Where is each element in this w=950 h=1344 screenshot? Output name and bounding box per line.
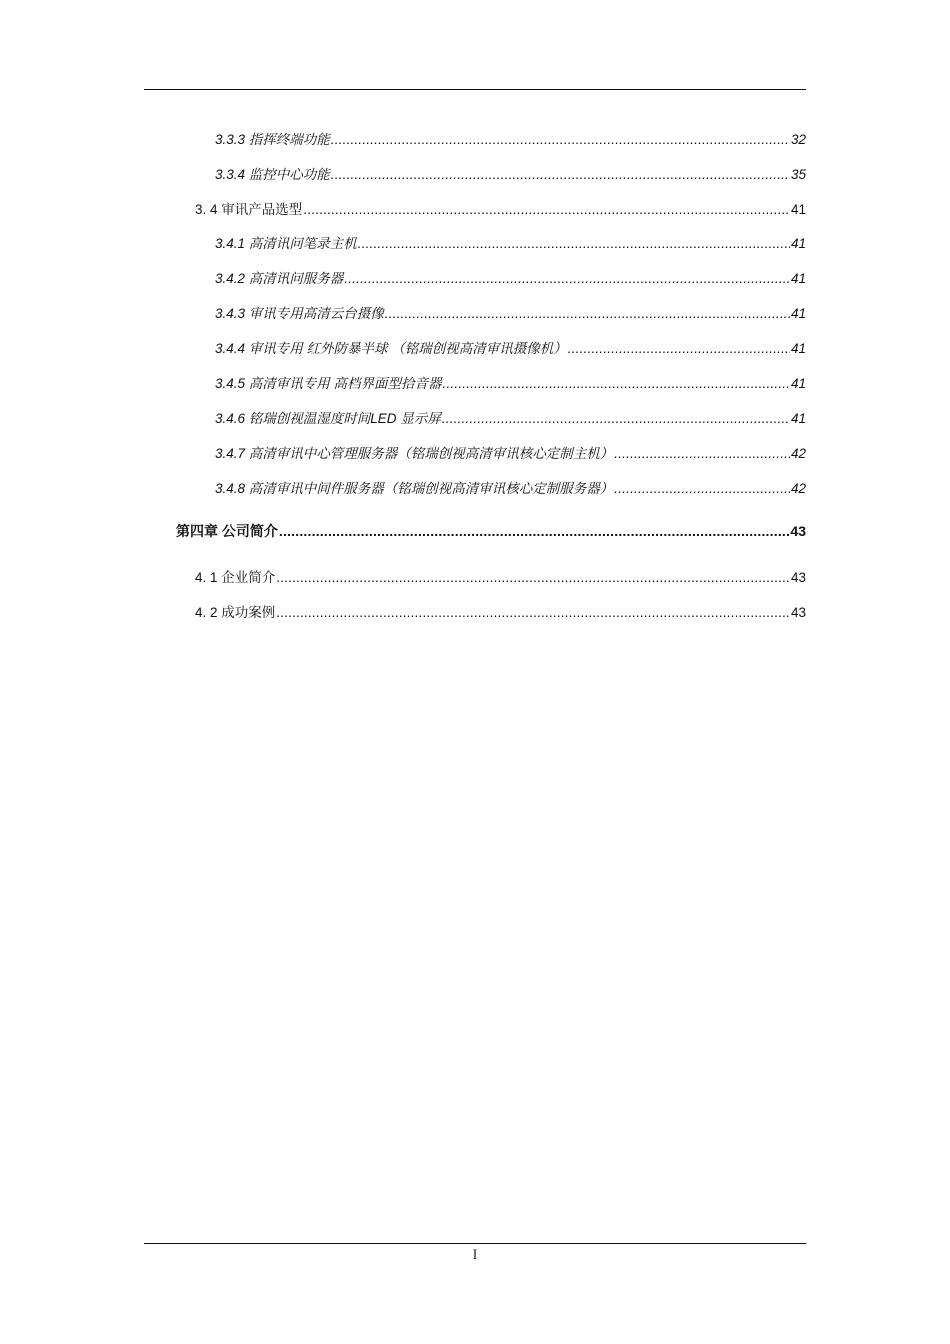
toc-entry-4-2[interactable]: [195, 601, 806, 621]
footer-rule: [144, 1243, 806, 1244]
toc-entry-3-4[interactable]: [195, 198, 806, 218]
toc-entry-title: 3.4.8 高清审讯中间件服务器（铭瑞创视高清审讯核心定制服务器）: [215, 481, 614, 496]
toc-leader-dots: [344, 271, 790, 286]
toc-entry-3-4-2[interactable]: [215, 267, 806, 287]
toc-entry-page: 41: [790, 411, 806, 426]
toc-entry-title: 3.4.7 高清审讯中心管理服务器（铭瑞创视高清审讯核心定制主机）: [215, 446, 614, 461]
toc-entry-page: 42: [790, 446, 806, 461]
toc-entry-title: 3. 4 审讯产品选型: [195, 202, 303, 217]
toc-leader-dots: [331, 167, 790, 182]
toc-entry-3-3-3[interactable]: [215, 128, 806, 148]
toc-entry-title: 4. 1 企业简介: [195, 570, 276, 585]
toc-entry-title: 3.3.4 监控中心功能: [215, 167, 330, 182]
toc-leader-dots: [568, 341, 790, 356]
toc-entry-page: 32: [790, 132, 806, 147]
toc-entry-chapter-4[interactable]: [176, 521, 806, 541]
toc-entry-page: 41: [790, 202, 806, 217]
toc-entry-3-4-6[interactable]: [215, 407, 806, 427]
toc-entry-page: 41: [790, 376, 806, 391]
toc-entry-3-3-4[interactable]: [215, 163, 806, 183]
toc-leader-dots: [443, 376, 790, 391]
toc-leader-dots: [614, 446, 790, 461]
toc-entry-page: 43: [790, 605, 806, 620]
header-rule: [144, 89, 806, 90]
toc-leader-dots: [358, 236, 790, 251]
toc-entry-page: 43: [790, 570, 806, 585]
toc-leader-dots: [442, 411, 790, 426]
toc-entry-title: 第四章 公司简介: [176, 523, 278, 539]
toc-entry-title: 3.4.1 高清讯问笔录主机: [215, 236, 357, 251]
toc-entry-title: 4. 2 成功案例: [195, 605, 276, 620]
toc-leader-dots: [279, 523, 790, 539]
toc-entry-title: 3.4.5 高清审讯专用 高档界面型拾音器: [215, 376, 442, 391]
toc-entry-page: 35: [790, 167, 806, 182]
toc-leader-dots: [276, 570, 790, 585]
toc-entry-page: 43: [790, 523, 806, 539]
toc-entry-3-4-3[interactable]: [215, 302, 806, 322]
toc-entry-3-4-5[interactable]: [215, 372, 806, 392]
toc-entry-page: 41: [790, 306, 806, 321]
toc-entry-page: 41: [790, 236, 806, 251]
toc-entry-3-4-7[interactable]: [215, 442, 806, 462]
toc-entry-title: 3.4.3 审讯专用高清云台摄像: [215, 306, 384, 321]
toc-entry-page: 41: [790, 341, 806, 356]
toc-entry-page: 42: [790, 481, 806, 496]
page-number: I: [472, 1247, 478, 1263]
toc-leader-dots: [303, 202, 790, 217]
toc-entry-3-4-4[interactable]: [215, 337, 806, 357]
toc-entry-3-4-8[interactable]: [215, 477, 806, 497]
toc-leader-dots: [385, 306, 790, 321]
toc-entry-4-1[interactable]: [195, 566, 806, 586]
toc-entry-title: 3.3.3 指挥终端功能: [215, 132, 330, 147]
toc-leader-dots: [331, 132, 790, 147]
toc-entry-title: 3.4.2 高清讯问服务器: [215, 271, 344, 286]
toc-leader-dots: [614, 481, 790, 496]
toc-entry-title: 3.4.6 铭瑞创视温湿度时间LED 显示屏: [215, 411, 441, 426]
toc-entry-page: 41: [790, 271, 806, 286]
toc-leader-dots: [276, 605, 790, 620]
toc-entry-title: 3.4.4 审讯专用 红外防暴半球 （铭瑞创视高清审讯摄像机）: [215, 341, 567, 356]
toc-entry-3-4-1[interactable]: [215, 232, 806, 252]
